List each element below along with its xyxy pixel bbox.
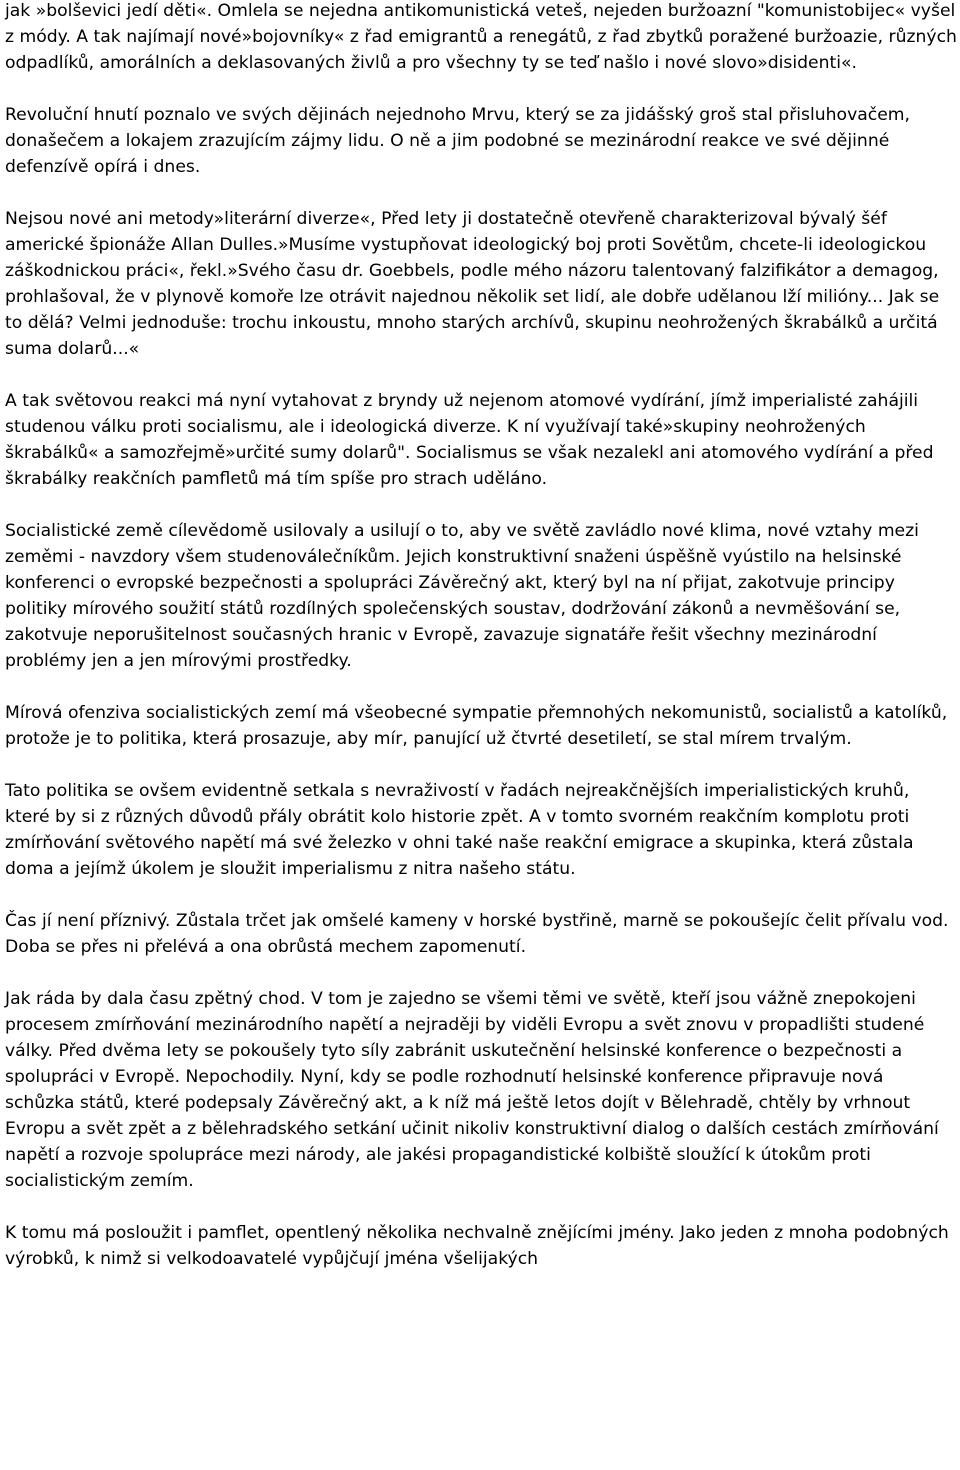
paragraph-3: Nejsou nové ani metody»literární diverze«, Před lety ji dostatečně otevřeně charakterizoval bývalý šéf americké špionáže Allan Dulles.»Musíme vystupňovat ideologický boj proti Sovětům, chcete-li ideologickou záškodnickou práci«, řekl.»Svého času dr. Goebbels, podle mého názoru talentovaný falzifikátor a demagog, prohlašoval, že v plynově komoře lze otrávit najednou několik set lidí, ale dobře udělanou lží milióny... Jak se to dělá? Velmi jednoduše: trochu inkoustu, mnoho starých archívů, skupinu neohrožených škrabálků a určitá suma dolarů...«	[5, 209, 940, 359]
paragraph-5: Socialistické země cílevědomě usilovaly a usilují o to, aby ve světě zavládlo nové klima, nové vztahy mezi zeměmi - navzdory všem studenoválečníkům. Jejich konstruktivní snaženi úspěšně vyústilo na helsinské konferenci o evropské bezpečnosti a spolupráci Závěrečný akt, který byl na ní přijat, zakotvuje principy politiky mírového soužití států rozdílných společenských soustav, dodržování zákonů a nevměšování se, zakotvuje neporušitelnost současných hranic v Evropě, zavazuje signatáře řešit všechny mezinárodní problémy jen a jen mírovými prostředky.	[5, 521, 919, 671]
paragraph-8: Čas jí není příznivý. Zůstala trčet jak omšelé kameny v horské bystřině, marně se pokoušejíc čelit přívalu vod. Doba se přes ni přelévá a ona obrůstá mechem zapomenutí.	[5, 911, 949, 957]
paragraph-9: Jak ráda by dala času zpětný chod. V tom je zajedno se všemi těmi ve světě, kteří jsou vážně znepokojeni procesem zmírňování mezinárodního napětí a nejraději by viděli Evropu a svět znovu v propadlišti studené války. Před dvěma lety se pokoušely tyto síly zabránit uskutečnění helsinské konference o bezpečnosti a spolupráci v Evropě. Nepochodily. Nyní, kdy se podle rozhodnutí helsinské konference připravuje nová schůzka států, které podepsaly Závěrečný akt, a k níž má ještě letos dojít v Bělehradě, chtěly by vrhnout Evropu a svět zpět a z bělehradského setkání učinit nikoliv konstruktivní dialog o dalších cestách zmírňování napětí a rozvoje spolupráce mezi národy, ale jakési propagandistické kolbiště sloužící k útokům proti socialistickým zemím.	[5, 989, 939, 1191]
paragraph-1: jak »bolševici jedí děti«. Omlela se nejedna antikomunistická veteš, nejeden buržoazní "komunistobijec« vyšel z módy. A tak najímají nové»bojovníky« z řad emigrantů a renegátů, z řad zbytků poražené buržoazie, různých odpadlíků, amorálních a deklasovaných živlů a pro všechny ty se teď našlo i nové slovo»disidenti«.	[5, 1, 957, 73]
paragraph-6: Mírová ofenziva socialistických zemí má všeobecné sympatie přemnohých nekomunistů, socialistů a katolíků, protože je to politika, která prosazuje, aby mír, panující už čtvrté desetiletí, se stal mírem trvalým.	[5, 703, 948, 749]
paragraph-7: Tato politika se ovšem evidentně setkala s nevraživostí v řadách nejreakčnějších imperialistických kruhů, které by si z různých důvodů přály obrátit kolo historie zpět. A v tomto svorném reakčním komplotu proti zmírňování světového napětí má své železko v ohni také naše reakční emigrace a skupinka, která zůstala doma a jejímž úkolem je sloužit imperialismu z nitra našeho státu.	[5, 781, 914, 879]
paragraph-4: A tak světovou reakci má nyní vytahovat z bryndy už nejenom atomové vydírání, jímž imperialisté zahájili studenou válku proti socialismu, ale i ideologická diverze. K ní využívají také»skupiny neohrožených škrabálků« a samozřejmě»určité sumy dolarů". Socialismus se však nezalekl ani atomového vydírání a před škrabálky reakčních pamfletů má tím spíše pro strach uděláno.	[5, 391, 934, 489]
document-page	[5, 0, 957, 1272]
paragraph-10: K tomu má posloužit i pamflet, opentlený několika nechvalně znějícími jmény. Jako jeden z mnoha podobných výrobků, k nimž si velkodoavatelé vypůjčují jména všelijakých	[5, 1223, 949, 1269]
paragraph-2: Revoluční hnutí poznalo ve svých dějinách nejednoho Mrvu, který se za jidášský groš stal přisluhovačem, donašečem a lokajem zrazujícím zájmy lidu. O ně a jim podobné se mezinárodní reakce ve své dějinné defenzívě opírá i dnes.	[5, 105, 911, 177]
